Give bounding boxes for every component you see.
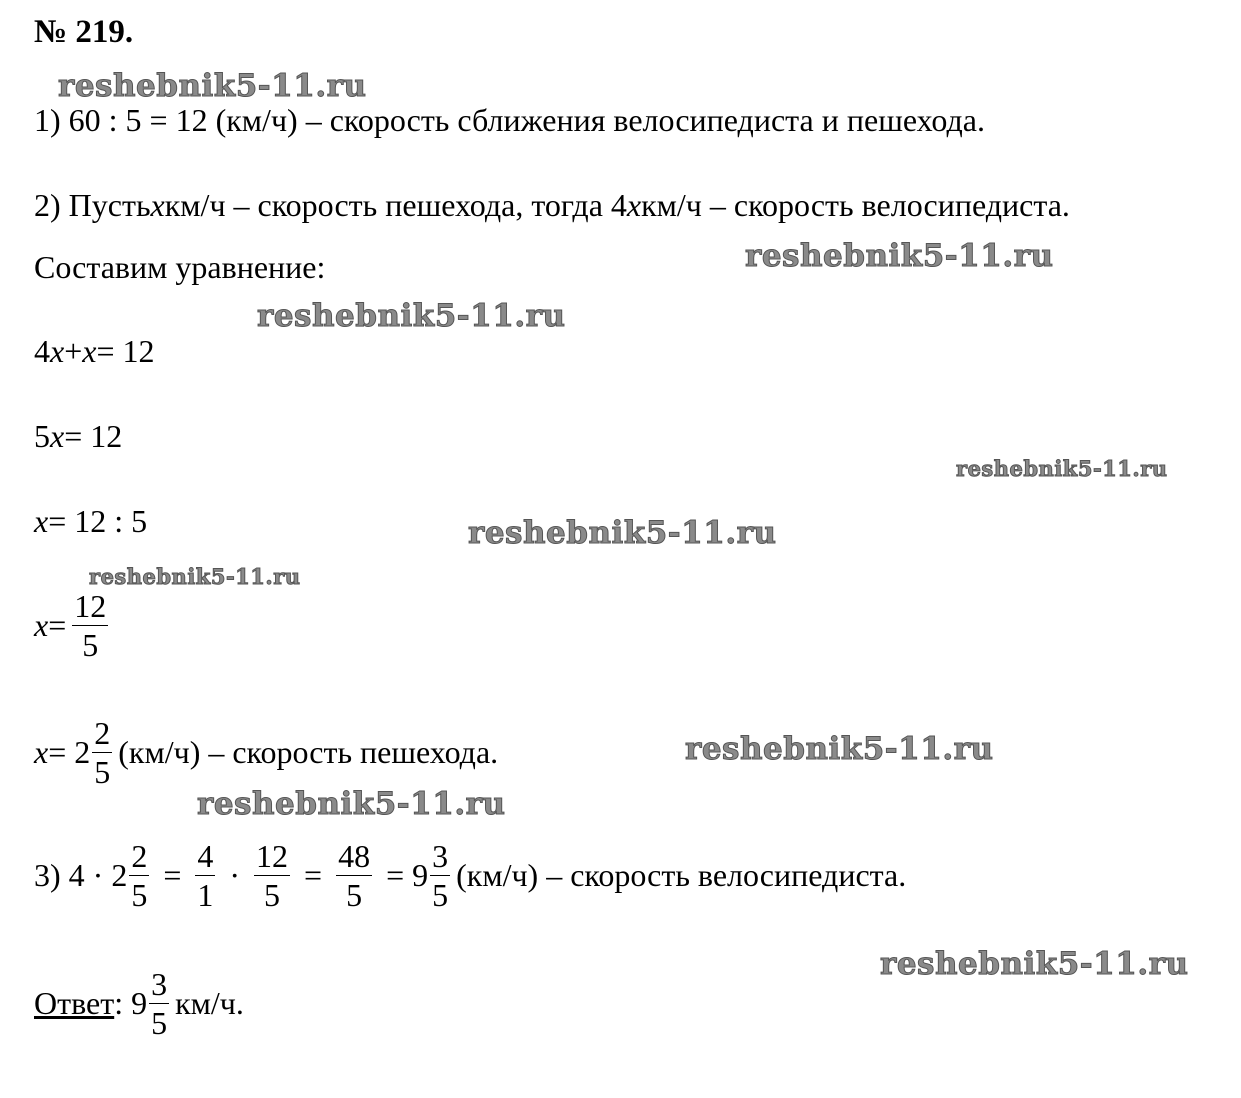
watermark: reshebnik5-11.ru xyxy=(89,564,301,589)
step-3: 3) 4 · 2 $\frac{2}{5}$ = $\frac{4}{1}$ · $\frac{12}{5}$ = $\frac{48}{5}$ = 9 $\frac{3}{5}$ (км/ч) – скорость велосипедиста. xyxy=(34,838,907,913)
watermark: reshebnik5-11.ru xyxy=(257,298,566,334)
fraction: $\frac{4}{1}$ xyxy=(197,838,214,913)
watermark: reshebnik5-11.ru xyxy=(685,731,994,767)
watermark: reshebnik5-11.ru xyxy=(745,238,1054,274)
fraction: $\frac{2}{5}$ xyxy=(94,715,111,790)
fraction: $\frac{12}{5}$ xyxy=(256,838,289,913)
answer: Ответ : 9 $\frac{3}{5}$ км/ч. xyxy=(34,966,244,1041)
answer-label: Ответ xyxy=(34,985,115,1021)
watermark: reshebnik5-11.ru xyxy=(58,68,367,104)
problem-number: № 219. xyxy=(34,14,134,50)
watermark: reshebnik5-11.ru xyxy=(880,946,1189,982)
equation-3: x = 12 : 5 xyxy=(34,503,148,539)
equation-1: 4 x + x = 12 xyxy=(34,333,155,369)
fraction: $\frac{3}{5}$ xyxy=(151,966,168,1041)
step-2: 2) Пусть x км/ч – скорость пешехода, тогда 4 x км/ч – скорость велосипедиста. xyxy=(34,187,1070,223)
compose-equation: Составим уравнение: xyxy=(34,249,326,285)
watermark: reshebnik5-11.ru xyxy=(468,515,777,551)
fraction: $\frac{12}{5}$ xyxy=(74,588,107,663)
fraction: $\frac{2}{5}$ xyxy=(131,838,148,913)
step-1: 1) 60 : 5 = 12 (км/ч) – скорость сближения велосипедиста и пешехода. xyxy=(34,102,985,138)
watermark: reshebnik5-11.ru xyxy=(956,456,1168,481)
fraction: $\frac{48}{5}$ xyxy=(338,838,371,913)
equation-2: 5 x = 12 xyxy=(34,418,123,454)
fraction: $\frac{3}{5}$ xyxy=(432,838,449,913)
equation-5: x = 2 $\frac{2}{5}$ (км/ч) – скорость пешехода. xyxy=(34,715,499,790)
equation-4: x = $\frac{12}{5}$ xyxy=(34,588,107,663)
watermark: reshebnik5-11.ru xyxy=(197,786,506,822)
